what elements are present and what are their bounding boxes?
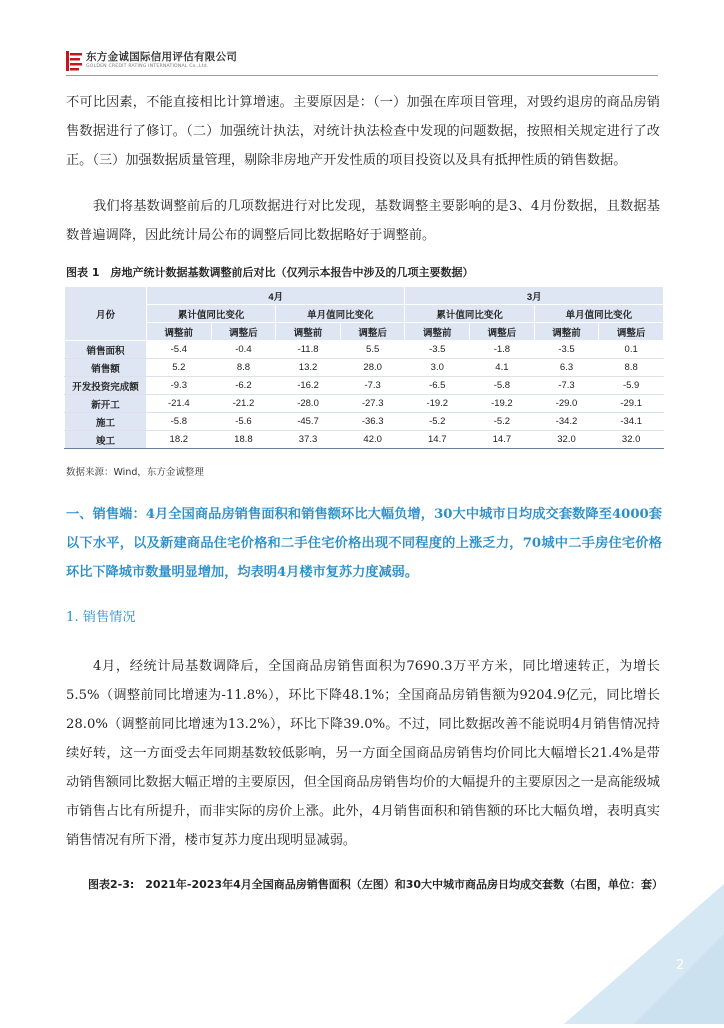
- table-cell: -34.1: [599, 413, 664, 431]
- company-logo-icon: [66, 51, 82, 71]
- sub-header: 调整前: [534, 323, 599, 341]
- table-cell: -19.2: [405, 395, 470, 413]
- table-cell: -5.8: [147, 413, 212, 431]
- group-header: 累计值同比变化: [147, 305, 276, 323]
- logo-text: [86, 52, 237, 69]
- intro-paragraph-2: 我们将基数调整前后的几项数据进行对比发现，基数调整主要影响的是3、4月份数据，且数据基数普遍调降，因此统计局公布的调整后同比数据略好于调整前。: [66, 199, 660, 243]
- table-cell: -6.5: [405, 377, 470, 395]
- company-name-en: GOLDEN CREDIT RATING INTERNATIONAL Co.,Ltd.: [86, 63, 209, 69]
- table-cell: 18.2: [147, 431, 212, 449]
- table-cell: -7.3: [340, 377, 405, 395]
- page-header: [66, 50, 237, 72]
- table-cell: -5.6: [211, 413, 276, 431]
- table-cell: -21.4: [147, 395, 212, 413]
- sales-paragraph: 4月，经统计局基数调降后，全国商品房销售面积为7690.3万平方米，同比增速转正，为增长5.5%（调整前同比增速为-11.8%），环比下降48.1%；全国商品房销售额为9204.9亿元，同比增长28.0%（调整前同比增速为13.2%），环比下降39.0%。不过，同比数据改善不能说明4月销售情况持续好转，这一方面受去年同期基数较低影响，另一方面全国商品房销售均价同比大幅增长21.4%是带动销售额同比数据大幅正增的主要原因，但全国商品房销售均价的大幅提升的主要原因之一是高能级城市销售占比有所提升，而非实际的房价上涨。此外，4月销售面积和销售额的环比大幅负增，表明真实销售情况有所下滑，楼市复苏力度出现明显减弱。: [66, 659, 660, 848]
- table-cell: -3.5: [405, 341, 470, 359]
- group-header: 单月值同比变化: [534, 305, 663, 323]
- subsection-heading: 1. 销售情况: [66, 610, 136, 625]
- table-cell: -36.3: [340, 413, 405, 431]
- table-cell: -9.3: [147, 377, 212, 395]
- table-cell: 37.3: [276, 431, 341, 449]
- table-cell: 6.3: [534, 359, 599, 377]
- intro-paragraph-1: 不可比因素，不能直接相比计算增速。主要原因是：（一）加强在库项目管理，对毁约退房的商品房销售数据进行了修订。（二）加强统计执法，对统计执法检查中发现的问题数据，按照相关规定进行了改正。（三）加强数据质量管理，剔除非房地产开发性质的项目投资以及具有抵押性质的销售数据。: [66, 95, 660, 168]
- company-name-cn: 东方金诚国际信用评估有限公司: [86, 51, 238, 64]
- sub-header: 调整后: [470, 323, 535, 341]
- row-header-month: 月份: [65, 287, 147, 341]
- table-cell: 14.7: [405, 431, 470, 449]
- table-row: [65, 395, 664, 413]
- row-label: 施工: [65, 413, 147, 431]
- row-label: 销售面积: [65, 341, 147, 359]
- table-row: [65, 341, 664, 359]
- table-cell: 5.2: [147, 359, 212, 377]
- table-cell: -1.8: [470, 341, 535, 359]
- table-cell: 32.0: [599, 431, 664, 449]
- table-cell: -3.5: [534, 341, 599, 359]
- table-row: [65, 359, 664, 377]
- table-cell: 14.7: [470, 431, 535, 449]
- table-cell: -5.2: [405, 413, 470, 431]
- table-cell: -45.7: [276, 413, 341, 431]
- sub-header: 调整前: [405, 323, 470, 341]
- table-cell: 4.1: [470, 359, 535, 377]
- table-cell: -16.2: [276, 377, 341, 395]
- page-number: 2: [676, 958, 685, 973]
- table-cell: 3.0: [405, 359, 470, 377]
- row-label: 销售额: [65, 359, 147, 377]
- table-cell: -5.2: [470, 413, 535, 431]
- month-header-march: 3月: [405, 287, 664, 305]
- table-cell: -7.3: [534, 377, 599, 395]
- table-row: [65, 413, 664, 431]
- table-cell: 0.1: [599, 341, 664, 359]
- sub-header: 调整后: [211, 323, 276, 341]
- table-row: [65, 377, 664, 395]
- table-cell: -27.3: [340, 395, 405, 413]
- table-cell: -19.2: [470, 395, 535, 413]
- table-cell: -29.0: [534, 395, 599, 413]
- header-divider: [66, 75, 658, 76]
- section-heading: 一、销售端：4月全国商品房销售面积和销售额环比大幅负增，30大中城市日均成交套数降至4000套以下水平，以及新建商品住宅价格和二手住宅价格出现不同程度的上涨乏力，70城中二手房住宅价格环比下降城市数量明显增加，均表明4月楼市复苏力度减弱。: [66, 507, 662, 580]
- table-cell: 18.8: [211, 431, 276, 449]
- table-row: [65, 431, 664, 449]
- table-cell: -5.9: [599, 377, 664, 395]
- data-source-note: 数据来源：Wind，东方金诚整理: [66, 467, 204, 478]
- comparison-table: [64, 286, 664, 449]
- figure-title: 图表2-3: 2021年-2023年4月全国商品房销售面积（左图）和30大中城市商品房日均成交套数（右图，单位：套）: [88, 878, 664, 891]
- sub-header: 调整后: [599, 323, 664, 341]
- row-label: 新开工: [65, 395, 147, 413]
- table-cell: -21.2: [211, 395, 276, 413]
- month-header-april: 4月: [147, 287, 405, 305]
- corner-decoration: [544, 844, 724, 1024]
- table-cell: 8.8: [211, 359, 276, 377]
- table-cell: -34.2: [534, 413, 599, 431]
- table-cell: 32.0: [534, 431, 599, 449]
- table-cell: -11.8: [276, 341, 341, 359]
- table-cell: -5.8: [470, 377, 535, 395]
- table-cell: 13.2: [276, 359, 341, 377]
- row-label: 开发投资完成额: [65, 377, 147, 395]
- group-header: 单月值同比变化: [276, 305, 405, 323]
- table-cell: -5.4: [147, 341, 212, 359]
- group-header: 累计值同比变化: [405, 305, 534, 323]
- table-cell: 28.0: [340, 359, 405, 377]
- table-cell: 5.5: [340, 341, 405, 359]
- table-cell: -6.2: [211, 377, 276, 395]
- table-cell: 8.8: [599, 359, 664, 377]
- sub-header: 调整后: [340, 323, 405, 341]
- sub-header: 调整前: [147, 323, 212, 341]
- table-cell: 42.0: [340, 431, 405, 449]
- table-cell: -28.0: [276, 395, 341, 413]
- table-title: 图表 1 房地产统计数据基数调整前后对比（仅列示本报告中涉及的几项主要数据）: [66, 266, 474, 279]
- row-label: 竣工: [65, 431, 147, 449]
- table-cell: -29.1: [599, 395, 664, 413]
- sub-header: 调整前: [276, 323, 341, 341]
- table-cell: -0.4: [211, 341, 276, 359]
